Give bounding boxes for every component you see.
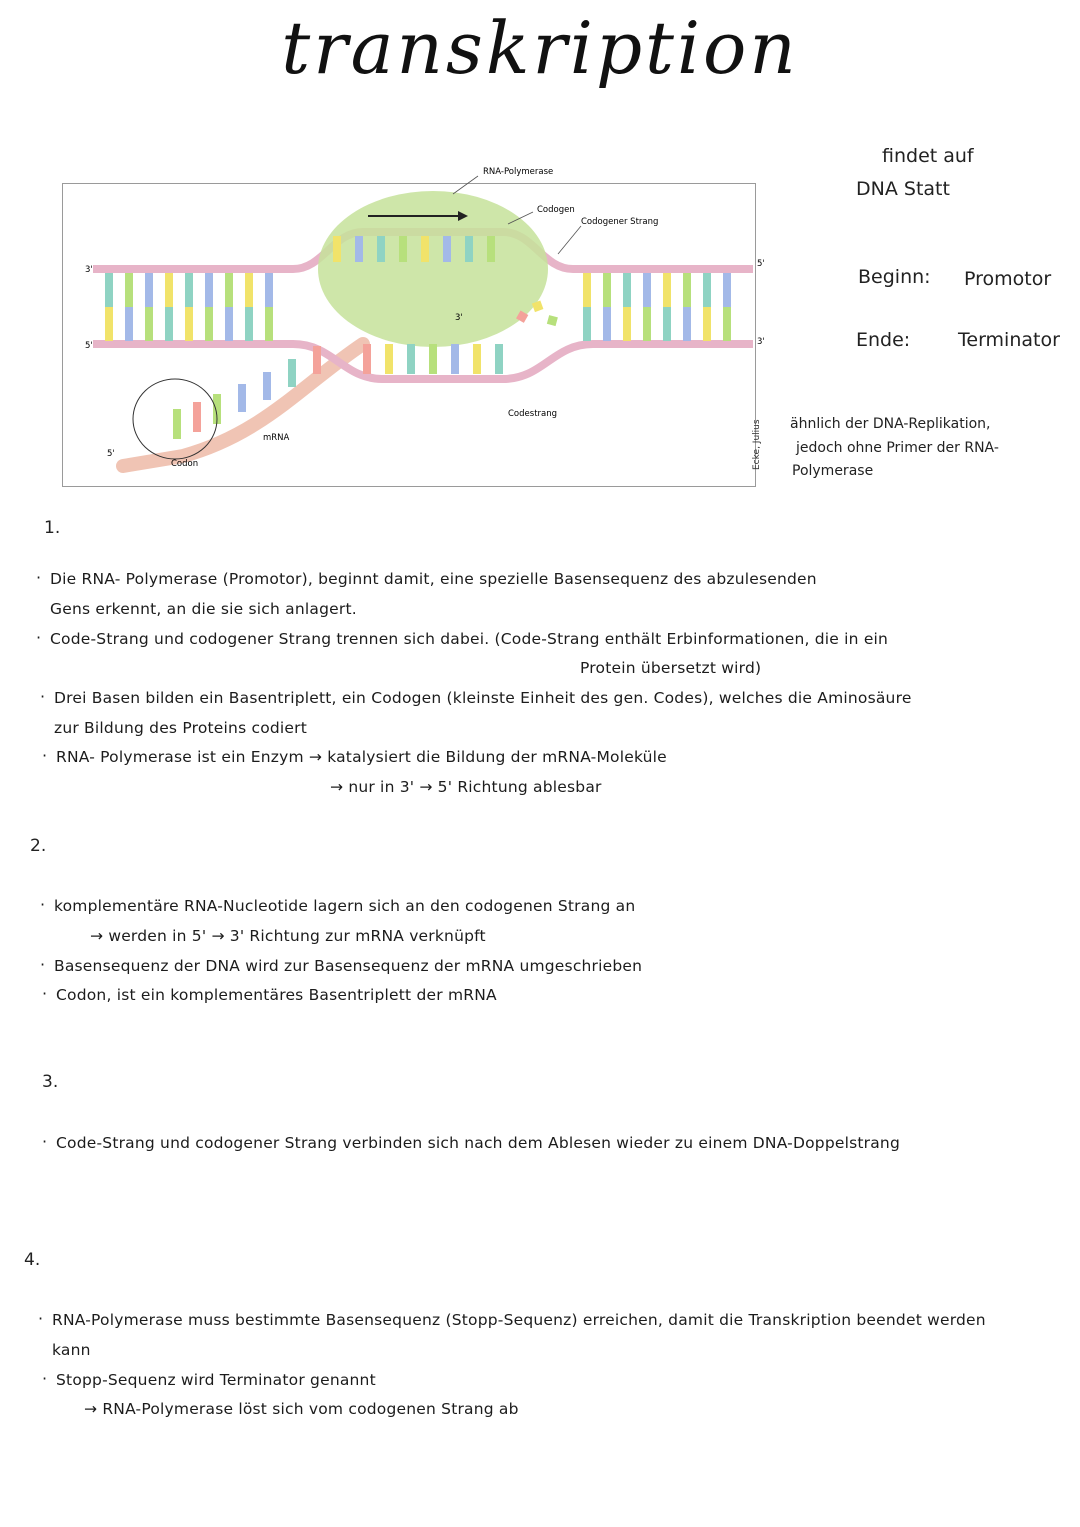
base-pairs-left [105, 273, 273, 341]
note-ende-value: Terminator [958, 329, 1060, 351]
note-aehnlich-1: ähnlich der DNA-Replikation, [790, 416, 991, 432]
section4-line: · Stopp-Sequenz wird Terminator genannt [56, 1371, 376, 1389]
fig-label-codon: Codon [171, 459, 199, 469]
note-beginn-label: Beginn: [858, 266, 931, 288]
section2-line: · Codon, ist ein komplementäres Basentriplett der mRNA [56, 986, 497, 1004]
section4-number: 4. [24, 1250, 41, 1270]
section2-line: → werden in 5' → 3' Richtung zur mRNA verknüpft [90, 927, 486, 945]
section1-line: · Drei Basen bilden ein Basentriplett, ein Codogen (kleinste Einheit des gen. Codes), welches die Aminosäure [54, 689, 912, 707]
fig-label-polymerase: RNA-Polymerase [483, 167, 554, 177]
fig-end-mid: 3' [455, 313, 463, 323]
note-aehnlich-2: jedoch ohne Primer der RNA- [796, 440, 999, 456]
fig-label-codestrang: Codestrang [508, 409, 558, 419]
section2-line: · komplementäre RNA-Nucleotide lagern sich an den codogenen Strang an [54, 897, 635, 915]
section2-number: 2. [30, 836, 47, 856]
base-pairs-right [583, 273, 731, 341]
note-ende-label: Ende: [856, 329, 911, 351]
codogener-strang-pointer [558, 226, 581, 254]
section1-line: · Die RNA- Polymerase (Promotor), beginnt damit, eine spezielle Basensequenz des abzulesenden [50, 570, 817, 588]
section4-line: → RNA-Polymerase löst sich vom codogenen Strang ab [84, 1400, 519, 1418]
fig-label-codogener-strang: Codogener Strang [581, 217, 659, 227]
note-findet-auf: findet auf [882, 145, 974, 167]
section1-line: · Code-Strang und codogener Strang trennen sich dabei. (Code-Strang enthält Erbinformationen, die in ein [50, 630, 888, 648]
section1-line: zur Bildung des Proteins codiert [54, 719, 308, 737]
fig-end-left-top: 3' [85, 265, 93, 275]
note-dna-statt: DNA Statt [856, 178, 950, 200]
note-aehnlich-3: Polymerase [792, 463, 874, 479]
fig-label-mrna: mRNA [263, 433, 290, 443]
page-title: transkription [281, 6, 799, 90]
figure-credit: Ecke, Julius [752, 419, 762, 470]
fig-end-right-top: 5' [757, 259, 765, 269]
section1-line: Gens erkennt, an die sie sich anlagert. [50, 600, 357, 618]
section3-number: 3. [42, 1072, 59, 1092]
fig-end-left-bottom: 5' [85, 341, 93, 351]
fig-label-codogen: Codogen [537, 205, 575, 215]
note-beginn-value: Promotor [964, 268, 1052, 290]
polymerase-pointer [453, 176, 478, 194]
dna-bottom-backbone [93, 344, 753, 379]
rna-polymerase-bubble [318, 191, 548, 347]
section2-line: · Basensequenz der DNA wird zur Basensequenz der mRNA umgeschrieben [54, 957, 642, 975]
section3-line: · Code-Strang und codogener Strang verbinden sich nach dem Ablesen wieder zu einem DNA-Doppelstrang [56, 1134, 900, 1152]
section1-line: · RNA- Polymerase ist ein Enzym → katalysiert die Bildung der mRNA-Moleküle [56, 748, 667, 766]
section1-line: → nur in 3' → 5' Richtung ablesbar [330, 778, 602, 796]
section4-line: · RNA-Polymerase muss bestimmte Basensequenz (Stopp-Sequenz) erreichen, damit die Transkription beendet werden [52, 1311, 986, 1329]
section4-line: kann [52, 1341, 91, 1359]
fig-end-right-bottom: 3' [757, 337, 765, 347]
section1-number: 1. [44, 518, 61, 538]
section1-line: Protein übersetzt wird) [580, 659, 762, 677]
fig-end-mrna: 5' [107, 449, 115, 459]
